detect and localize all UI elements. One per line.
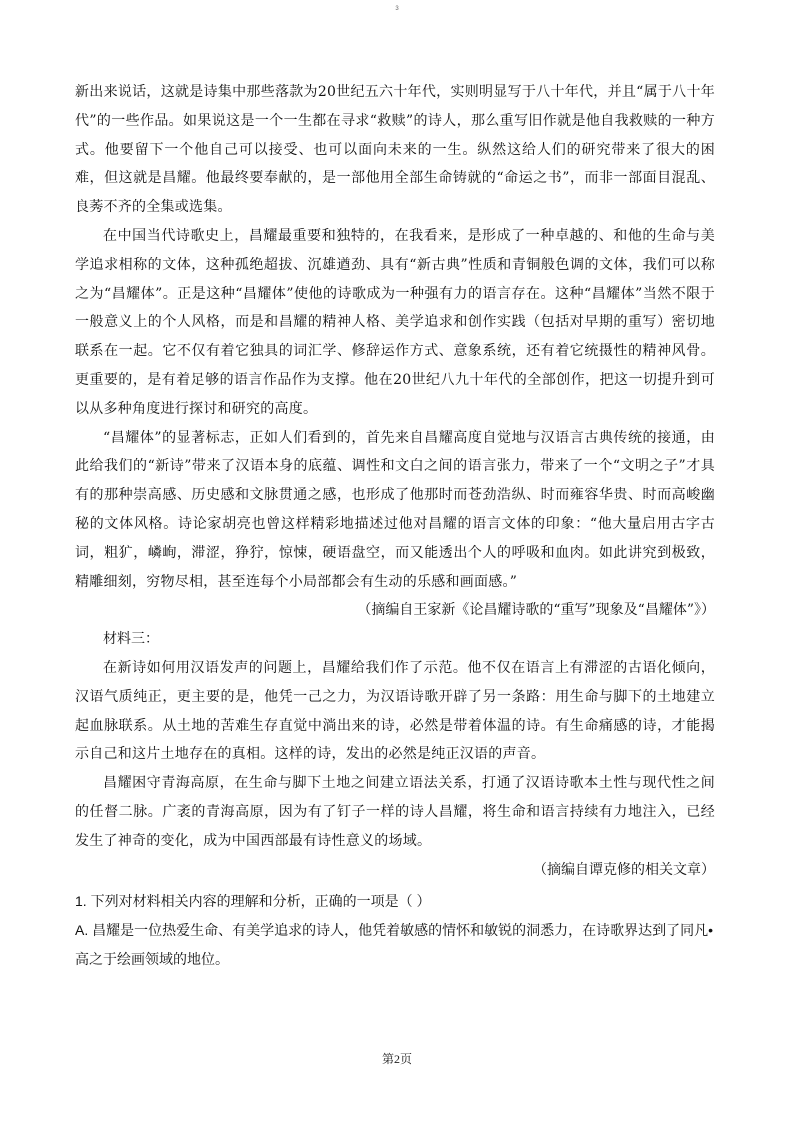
- material2-paragraph-changyao-style: 在中国当代诗歌史上，昌耀最重要和独特的，在我看来，是形成了一种卓越的、和他的生命与美学追求相称的文体，这种孤绝超拔、沉雄遒劲、具有“新古典”性质和青铜般色调的文体，我们可以称之为“昌耀体”。正是这种“昌耀体”使他的诗歌成为一种强有力的语言存在。这种“昌耀体”当然不限于一般意义上的个人风格，而是和昌耀的精神人格、美学追求和创作实践（包括对早期的重写）密切地联系在一起。它不仅有着它独具的词汇学、修辞运作方式、意象系统，还有着它统摄性的精神风骨。更重要的，是有着足够的语言作品作为支撑。他在20世纪八九十年代的全部创作，把这一切提升到可以从多种角度进行探讨和研究的高度。: [75, 227, 715, 417]
- page-number: 第2页: [381, 1052, 412, 1066]
- question-1-stem: 1. 下列对材料相关内容的理解和分析，正确的一项是（ ）: [75, 893, 431, 910]
- material2-paragraph-style-marks: “昌耀体”的显著标志，正如人们看到的，首先来自昌耀高度自觉地与汉语言古典传统的接通，由此给我们的“新诗”带来了汉语本身的底蕴、调性和文白之间的语言张力，带来了一个“文明之子”才具有的那种崇高感、历史感和文脉贯通之感，也形成了他那时而苍劲浩纵、时而雍容华贵、时而高峻幽秘的文体风格。诗论家胡亮也曾这样精彩地描述过他对昌耀的语言文体的印象：“他大量启用古字古词，粗犷，嶙峋，滞涩，狰狞，惊悚，硬语盘空，而又能透出个人的呼吸和血肉。如此讲究到极致，精雕细刻，穷物尽相，甚至连每个小局部都会有生动的乐感和画面感。”: [75, 429, 715, 590]
- question-1-option-a: A. 昌耀是一位热爱生命、有美学追求的诗人，他凭着敏感的情怀和敏锐的洞悉力，在诗歌界达到了同凡•高之于绘画领域的地位。: [75, 922, 714, 968]
- material2-paragraph-continuation: 新出来说话，这就是诗集中那些落款为20世纪五六十年代，实则明显写于八十年代，并且“属于八十年代”的一些作品。如果说这是一个一生都在寻求“救赎”的诗人，那么重写旧作就是他自我救赎的一种方式。他要留下一个他自己可以接受、也可以面向未来的一生。纵然这给人们的研究带来了很大的困难，但这就是昌耀。他最终要奉献的，是一部他用全部生命铸就的“命运之书”，而非一部面目混乱、良莠不齐的全集或选集。: [75, 84, 715, 216]
- material2-source: （摘编自王家新《论昌耀诗歌的“重写”现象及“昌耀体”》）: [357, 602, 715, 619]
- article-content: [75, 78, 715, 974]
- material3-source: （摘编自谭克修的相关文章）: [533, 861, 715, 878]
- top-page-mark: 3: [395, 6, 399, 12]
- material3-paragraph-1: 在新诗如何用汉语发声的问题上，昌耀给我们作了示范。他不仅在语言上有滞涩的古语化倾向，汉语气质纯正，更主要的是，他凭一己之力，为汉语诗歌开辟了另一条路：用生命与脚下的土地建立起血脉联系。从土地的苦难生存直觉中淌出来的诗，必然是带着体温的诗。有生命痛感的诗，才能揭示自己和这片土地存在的真相。这样的诗，发出的必然是纯正汉语的声音。: [75, 659, 715, 763]
- material3-paragraph-2: 昌耀困守青海高原，在生命与脚下土地之间建立语法关系，打通了汉语诗歌本土性与现代性之间的任督二脉。广袤的青海高原，因为有了钉子一样的诗人昌耀，将生命和语言持续有力地注入，已经发生了神奇的变化，成为中国西部最有诗性意义的场域。: [75, 775, 715, 849]
- material3-label: 材料三：: [103, 631, 159, 648]
